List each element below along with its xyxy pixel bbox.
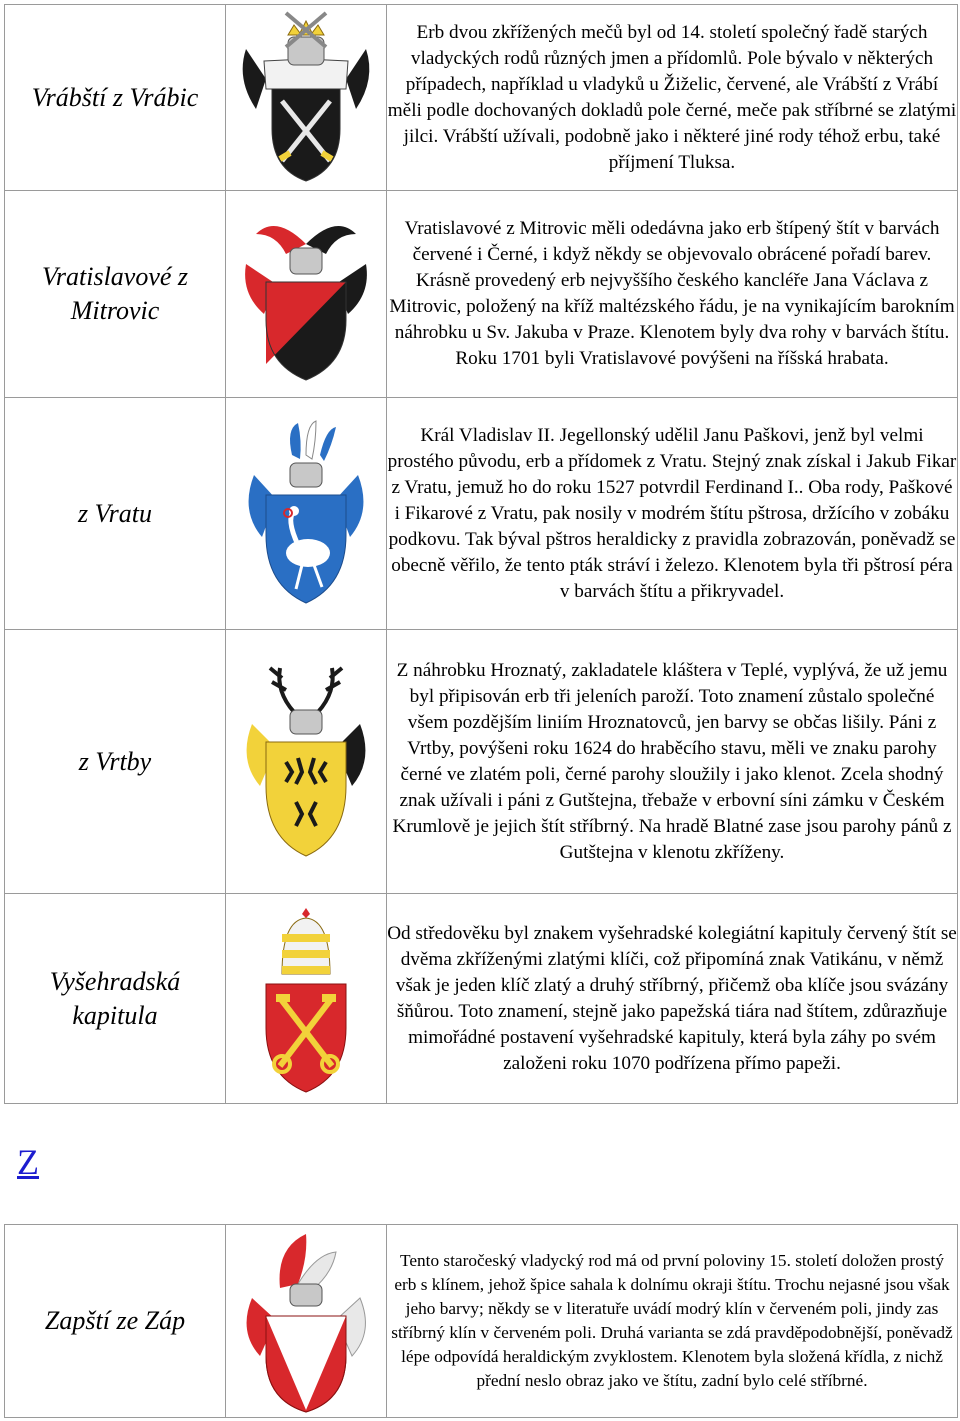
coat-of-arms-image <box>226 5 387 191</box>
wedge-arms-icon <box>236 1228 376 1414</box>
family-name: z Vratu <box>5 398 226 630</box>
ostrich-arms-icon <box>236 419 376 609</box>
table-row <box>5 5 958 191</box>
family-description: Erb dvou zkřížených mečů byl od 14. století společný řadě starých vladyckých rodů různých jmen a přídomlů. Pole bývalo v některých případech, například u vladyků u Žiželic, červené, ale Vrábští z Vrábí měli podle dochovaných dokladů pole černé, meče pak stříbrné se zlatými jilci. Vrábští užívali, podobně jako i některé jiné rody téhož erbu, také příjmení Tluksa. <box>387 5 958 191</box>
section-letter-link[interactable]: Z <box>17 1142 39 1182</box>
family-name: Vratislavové z Mitrovic <box>5 191 226 398</box>
family-description: Vratislavové z Mitrovic měli odedávna jako erb štípený štít v barvách červené i Černé, i když někdy se objevovalo obrácené pořadí barev. Krásně provedený erb nejvyššího českého kancléře Jana Václava z Mitrovic, položený na kříž maltézského řádu, je na vynikajícím barokním náhrobku u Sv. Jakuba v Praze. Klenotem byly dva rohy v barvách štítu. Roku 1701 byli Vratislavové povýšeni na říšská hrabata. <box>387 191 958 398</box>
split-shield-arms-icon <box>236 204 376 384</box>
table-row <box>5 191 958 398</box>
table-row <box>5 1225 958 1418</box>
crossed-swords-arms-icon <box>236 9 376 187</box>
coat-of-arms-image <box>226 894 387 1104</box>
family-name: Zapští ze Záp <box>5 1225 226 1418</box>
family-description: Z náhrobku Hroznatý, zakladatele kláštera v Teplé, vyplývá, že už jemu byl připisován erb tři jeleních paroží. Toto znamení zůstalo společné všem pozdějším liniím Hroznatovců, jen barvy se občas lišily. Páni z Vrtby, povýšeni roku 1624 do hraběcího stavu, měli ve znaku parohy černé ve zlatém poli, černé parohy sloužily i jako klenot. Zcela shodný znak užívali i páni z Gutštejna, třebaže v erbovní síni zámku v Českém Krumlově je jejich štít stříbrný. Na hradě Blatné zase jsou parohy pánů z Gutštejna v klenotu zkříženy. <box>387 630 958 894</box>
antlers-arms-icon <box>236 662 376 862</box>
heraldry-table <box>4 4 958 1104</box>
coat-of-arms-image <box>226 1225 387 1418</box>
coat-of-arms-image <box>226 398 387 630</box>
table-row <box>5 630 958 894</box>
family-description: Král Vladislav II. Jegellonský udělil Janu Paškovi, jenž byl velmi prostého původu, erb a přídomek z Vratu. Stejný znak získal i Jakub Fikar z Vratu, jemuž ho do roku 1527 potvrdil Ferdinand I.. Oba rody, Paškové i Fikarové z Vratu, pak nosily v modrém štítu pštrosa, držícího v zobáku podkovu. Tak býval pštros heraldicky z pravidla zobrazován, poněvadž se obecně věřilo, že tento pták stráví i železo. Klenotem byla tři pštrosí péra v barvách štítu a přikryvadel. <box>387 398 958 630</box>
family-name: z Vrtby <box>5 630 226 894</box>
family-name: Vrábští z Vrábic <box>5 5 226 191</box>
coat-of-arms-image <box>226 191 387 398</box>
family-description: Tento staročeský vladycký rod má od první poloviny 15. století doložen prostý erb s klínem, jehož špice sahala k dolnímu okraji štítu. Trochu nejasné jsou však jeho barvy; někdy se v literatuře uvádí modrý klín v červeném poli, jindy zas stříbrný klín v červeném poli. Druhá varianta se zdá pravděpodobnější, poněvadž lépe odpovídá heraldickým zvyklostem. Klenotem byla složená křídla, z nichž přední neslo obraz jako ve štítu, zadní bylo celé stříbrné. <box>387 1225 958 1418</box>
table-row <box>5 894 958 1104</box>
table-row <box>5 398 958 630</box>
coat-of-arms-image <box>226 630 387 894</box>
family-description: Od středověku byl znakem vyšehradské kolegiátní kapituly červený štít se dvěma zkříženými zlatými klíči, což připomíná znak Vatikánu, v němž však je jeden klíč zlatý a druhý stříbrný, přičemž oba klíče jsou svázány šňůrou. Toto znamení, stejně jako papežská tiára nad štítem, zdůrazňuje mimořádné postavení vyšehradské kapituly, která byla záhy po svém založeni roku 1070 podřízena přímo papeži. <box>387 894 958 1104</box>
crossed-keys-arms-icon <box>236 904 376 1094</box>
family-name: Vyšehradská kapitula <box>5 894 226 1104</box>
heraldry-table-z <box>4 1224 958 1418</box>
